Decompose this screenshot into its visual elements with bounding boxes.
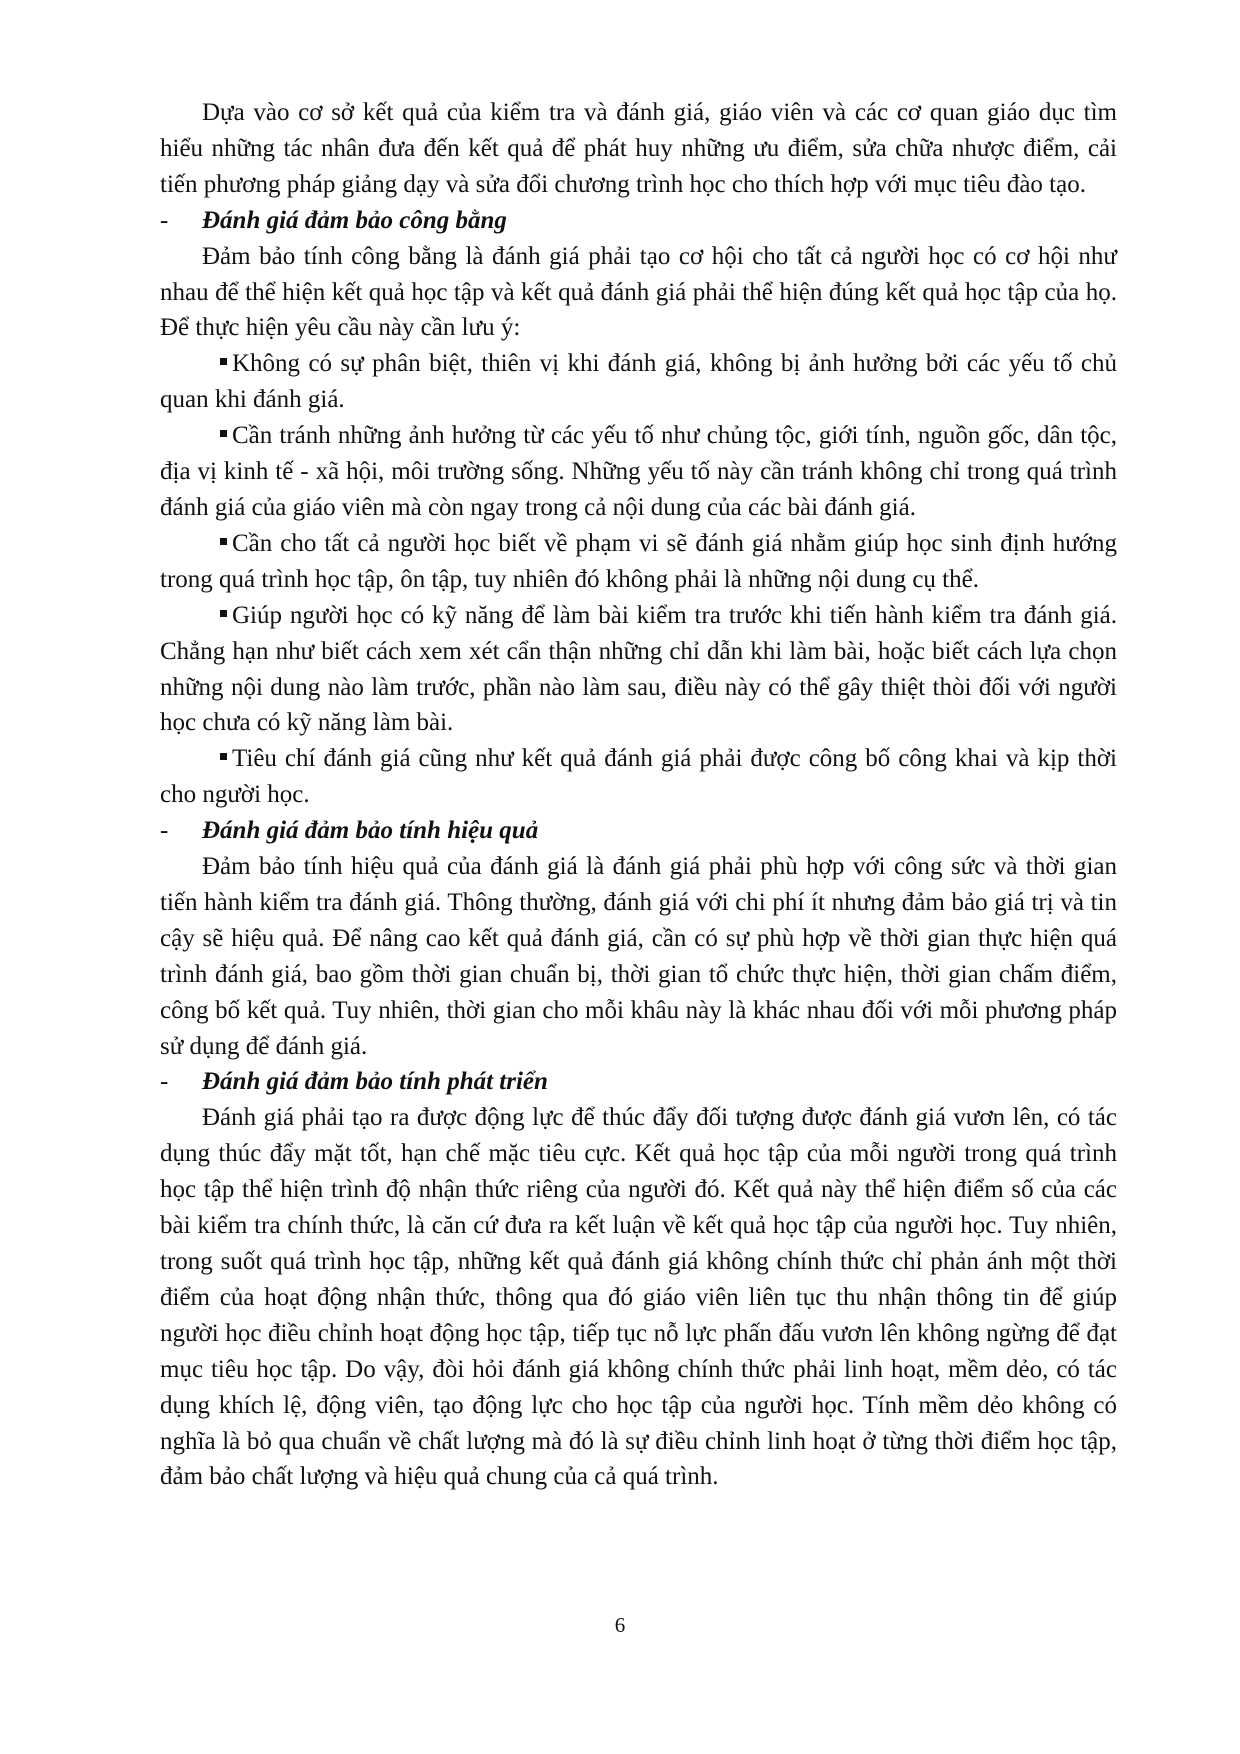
bullet-item [160,598,1117,742]
document-body [160,95,1117,1495]
paragraph-intro: Dựa vào cơ sở kết quả của kiểm tra và đánh giá, giáo viên và các cơ quan giáo dục tìm hiểu những tác nhân đưa đến kết quả để phát huy những ưu điểm, sửa chữa nhược điểm, cải tiến phương pháp giảng dạy và sửa đổi chương trình học cho thích hợp với mục tiêu đào tạo. [160,99,1117,198]
heading-dash: - [160,206,169,234]
section-heading-effectiveness [160,813,1117,849]
bullet-square-icon [220,753,227,760]
bullet-item [160,526,1117,598]
bullet-item [160,346,1117,418]
bullet-text: Tiêu chí đánh giá cũng như kết quả đánh giá phải được công bố công khai và kịp thời cho người học. [160,745,1117,809]
paragraph-development: Đánh giá phải tạo ra được động lực để thúc đẩy đối tượng được đánh giá vươn lên, có tác dụng thúc đẩy mặt tốt, hạn chế mặc tiêu cực. Kết quả học tập của mỗi người trong quá trình học tập thể hiện trình độ nhận thức riêng của người đó. Kết quả này thể hiện điểm số của các bài kiểm tra chính thức, là căn cứ đưa ra kết luận về kết quả học tập của người học. Tuy nhiên, trong suốt quá trình học tập, những kết quả đánh giá không chính thức chỉ phản ánh một thời điểm của hoạt động nhận thức, thông qua đó giáo viên liên tục thu nhận thông tin để giúp người học điều chỉnh hoạt động học tập, tiếp tục nỗ lực phấn đấu vươn lên không ngừng để đạt mục tiêu học tập. Do vậy, đòi hỏi đánh giá không chính thức phải linh hoạt, mềm dẻo, có tác dụng khích lệ, động viên, tạo động lực cho học tập của người học. Tính mềm dẻo không có nghĩa là bỏ qua chuẩn về chất lượng mà đó là sự điều chỉnh linh hoạt ở từng thời điểm học tập, đảm bảo chất lượng và hiệu quả chung của cả quá trình. [160,1104,1117,1491]
bullet-square-icon [220,538,227,545]
section-heading-fairness [160,203,1117,239]
heading-text: Đánh giá đảm bảo công bằng [202,206,507,234]
bullet-item [160,418,1117,526]
page-number: 6 [614,1613,626,1637]
heading-text: Đánh giá đảm bảo tính hiệu quả [202,817,539,845]
heading-text: Đánh giá đảm bảo tính phát triển [202,1068,548,1096]
bullet-text: Giúp người học có kỹ năng để làm bài kiểm tra trước khi tiến hành kiểm tra đánh giá. Chẳng hạn như biết cách xem xét cẩn thận những chỉ dẫn khi làm bài, hoặc biết cách lựa chọn những nội dung nào làm trước, phần nào làm sau, điều này có thể gây thiệt thòi đối với người học chưa có kỹ năng làm bài. [160,601,1117,737]
bullet-square-icon [220,610,227,617]
bullet-item [160,741,1117,813]
section-heading-development [160,1064,1117,1100]
heading-dash: - [160,1068,169,1096]
bullet-square-icon [220,358,227,365]
bullet-text: Cần cho tất cả người học biết về phạm vi sẽ đánh giá nhằm giúp học sinh định hướng trong quá trình học tập, ôn tập, tuy nhiên đó không phải là những nội dung cụ thể. [160,529,1117,593]
bullet-square-icon [220,430,227,437]
bullet-text: Không có sự phân biệt, thiên vị khi đánh giá, không bị ảnh hưởng bởi các yếu tố chủ quan khi đánh giá. [160,350,1117,414]
bullet-text: Cần tránh những ảnh hưởng từ các yếu tố như chủng tộc, giới tính, nguồn gốc, dân tộc, địa vị kinh tế - xã hội, môi trường sống. Những yếu tố này cần tránh không chỉ trong quá trình đánh giá của giáo viên mà còn ngay trong cả nội dung của các bài đánh giá. [160,422,1117,521]
heading-dash: - [160,817,169,845]
paragraph-effectiveness: Đảm bảo tính hiệu quả của đánh giá là đánh giá phải phù hợp với công sức và thời gian tiến hành kiểm tra đánh giá. Thông thường, đánh giá với chi phí ít nhưng đảm bảo giá trị và tin cậy sẽ hiệu quả. Để nâng cao kết quả đánh giá, cần có sự phù hợp về thời gian thực hiện quá trình đánh giá, bao gồm thời gian chuẩn bị, thời gian tổ chức thực hiện, thời gian chấm điểm, công bố kết quả. Tuy nhiên, thời gian cho mỗi khâu này là khác nhau đối với mỗi phương pháp sử dụng để đánh giá. [160,853,1117,1060]
paragraph-fairness: Đảm bảo tính công bằng là đánh giá phải tạo cơ hội cho tất cả người học có cơ hội như nhau để thể hiện kết quả học tập và kết quả đánh giá phải thể hiện đúng kết quả học tập của họ. Để thực hiện yêu cầu này cần lưu ý: [160,242,1117,342]
